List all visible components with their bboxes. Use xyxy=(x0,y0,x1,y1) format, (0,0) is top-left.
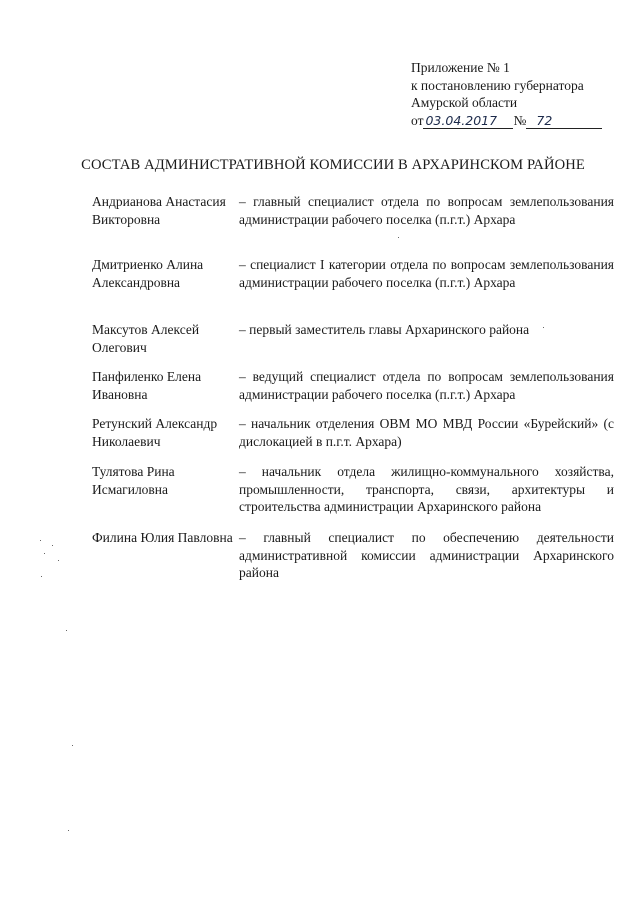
from-label: от xyxy=(411,112,424,128)
member-role: – главный специалист по обеспечению деятельности административной комиссии администрации Архаринского района xyxy=(239,530,614,580)
number-label: № xyxy=(513,112,527,128)
member-role: – первый заместитель главы Архаринского района xyxy=(239,322,530,337)
member-name: Андрианова Анастасия Викторовна xyxy=(92,194,226,227)
scan-speck xyxy=(52,545,53,546)
appendix-line-3: Амурской области xyxy=(411,95,518,110)
member-role: – специалист I категории отдела по вопросам землепользования администрации рабочего поселка (п.г.т.) Архара xyxy=(239,257,614,290)
member-role: – начальник отделения ОВМ МО МВД России «Бурейский» (с дислокацией в п.г.т. Архара) xyxy=(239,416,614,449)
handwritten-date: 03.04.2017 xyxy=(423,114,513,129)
member-name: Дмитриенко Алина Александровна xyxy=(92,257,204,290)
scan-speck xyxy=(58,560,59,561)
scan-speck xyxy=(68,830,69,831)
appendix-line-1: Приложение № 1 xyxy=(411,60,510,75)
scan-speck xyxy=(40,540,41,541)
appendix-block xyxy=(411,59,602,129)
scan-speck xyxy=(72,745,73,746)
scan-speck xyxy=(44,553,45,554)
member-name: Тулятова Рина Исмагиловна xyxy=(92,464,175,497)
document-title: СОСТАВ АДМИНИСТРАТИВНОЙ КОМИССИИ В АРХАРИНСКОМ РАЙОНЕ xyxy=(81,157,585,173)
scan-speck xyxy=(66,630,67,631)
appendix-date-line xyxy=(411,112,602,130)
scan-speck xyxy=(41,576,42,577)
member-name: Максутов Алексей Олегович xyxy=(92,322,200,355)
member-role: – ведущий специалист отдела по вопросам землепользования администрации рабочего поселка (п.г.т.) Архара xyxy=(239,369,614,402)
member-role: – начальник отдела жилищно-коммунального хозяйства, промышленности, транспорта, связи, архитектуры и строительства администрации Архаринского района xyxy=(239,464,614,514)
scan-speck xyxy=(543,327,544,328)
member-name: Панфиленко Елена Ивановна xyxy=(92,369,202,402)
member-name: Филина Юлия Павловна xyxy=(92,530,233,545)
member-role: – главный специалист отдела по вопросам землепользования администрации рабочего поселка (п.г.т.) Архара xyxy=(239,194,614,227)
appendix-line-2: к постановлению губернатора xyxy=(411,77,584,93)
handwritten-number: 72 xyxy=(526,114,602,129)
member-name: Ретунский Александр Николаевич xyxy=(92,416,218,449)
scan-speck xyxy=(398,237,399,238)
